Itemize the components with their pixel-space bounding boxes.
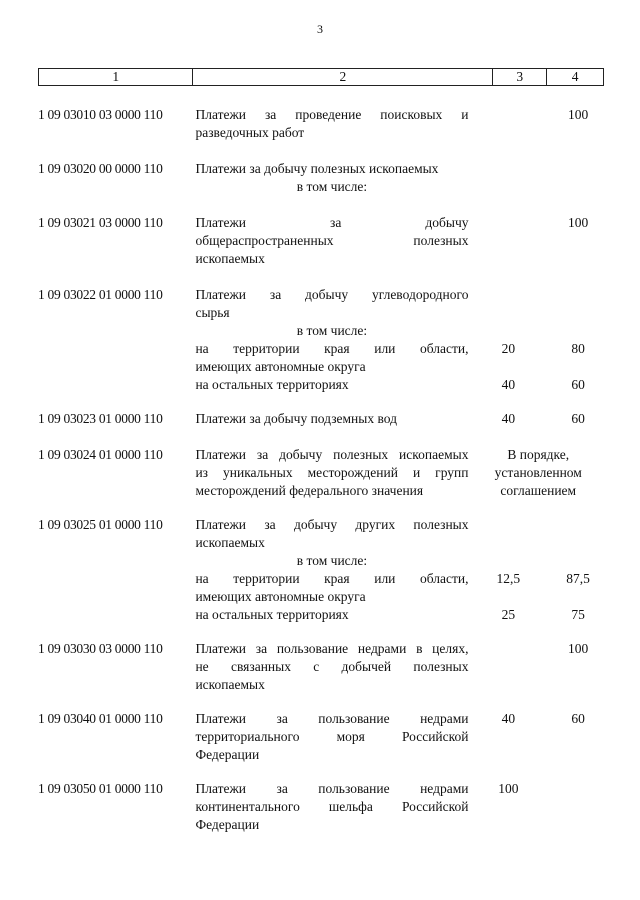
row-col4: 87,5 75 <box>566 571 590 622</box>
row-name: Платежи за добычу общераспространенных полезных ископаемых <box>195 215 469 266</box>
page-number: 3 <box>317 22 323 36</box>
row-name: Платежи за проведение поисковых и разведочных работ <box>195 107 469 140</box>
row-code: 1 09 03030 03 0000 110 <box>38 641 163 656</box>
row-col4: 100 <box>567 215 589 230</box>
row-col4: 100 <box>567 107 589 122</box>
row-col3 <box>468 106 548 142</box>
row-col4: 60 <box>571 711 585 726</box>
row-col3: 12,5 25 <box>496 571 521 622</box>
row-col3: 40 <box>501 411 516 426</box>
row-col3 <box>468 160 548 196</box>
row-name: Платежи за добычу полезных ископаемых в том числе: <box>195 161 439 194</box>
table-row <box>38 106 608 142</box>
table-row <box>38 446 608 500</box>
row-code: 1 09 03020 00 0000 110 <box>38 161 163 176</box>
header-col-3: 3 <box>493 69 547 85</box>
row-name: Платежи за добычу других полезных ископаемых в том числе: на территории края или области, имеющих автономные округа на остальных территориях <box>195 517 469 622</box>
row-col4: 80 60 <box>571 341 585 392</box>
row-code: 1 09 03023 01 0000 110 <box>38 411 163 426</box>
row-name: Платежи за пользование недрами континентального шельфа Российской Федерации <box>195 781 469 832</box>
table-header <box>38 68 604 86</box>
row-name: Платежи за пользование недрами в целях, не связанных с добычей полезных ископаемых <box>195 641 469 692</box>
table-row <box>38 710 608 764</box>
row-col3 <box>468 640 548 694</box>
row-col4 <box>548 780 608 834</box>
row-name: Платежи за пользование недрами территориального моря Российской Федерации <box>195 711 469 762</box>
table-row <box>38 780 608 834</box>
row-name: Платежи за добычу углеводородного сырья в том числе: на территории края или области, имеющих автономные округа на остальных территориях <box>195 287 469 392</box>
table-body <box>38 106 608 834</box>
row-code: 1 09 03025 01 0000 110 <box>38 517 163 532</box>
row-name: Платежи за добычу полезных ископаемых из уникальных месторождений и групп месторождений федерального значения <box>195 447 469 498</box>
header-col-1: 1 <box>39 69 193 85</box>
row-col3-4-merged: В порядке, установленном соглашением <box>494 447 582 498</box>
row-code: 1 09 03022 01 0000 110 <box>38 287 163 302</box>
row-code: 1 09 03050 01 0000 110 <box>38 781 163 796</box>
row-col4: 100 <box>567 641 589 656</box>
row-code: 1 09 03021 03 0000 110 <box>38 215 163 230</box>
row-code: 1 09 03010 03 0000 110 <box>38 107 163 122</box>
table-row <box>38 640 608 694</box>
table-row <box>38 516 608 624</box>
row-col3 <box>468 214 548 268</box>
row-code: 1 09 03040 01 0000 110 <box>38 711 163 726</box>
table-row <box>38 410 608 428</box>
row-col3: 100 <box>498 781 519 796</box>
row-col3: 40 <box>501 711 516 726</box>
table-row <box>38 286 608 394</box>
row-name: Платежи за добычу подземных вод <box>195 411 397 426</box>
table-row <box>38 160 608 196</box>
row-code: 1 09 03024 01 0000 110 <box>38 447 163 462</box>
header-col-4: 4 <box>571 69 579 84</box>
row-col4 <box>548 160 608 196</box>
row-col4: 60 <box>571 411 585 426</box>
row-col3: 20 40 <box>501 341 516 392</box>
header-col-2: 2 <box>193 69 493 85</box>
table-row <box>38 214 608 268</box>
